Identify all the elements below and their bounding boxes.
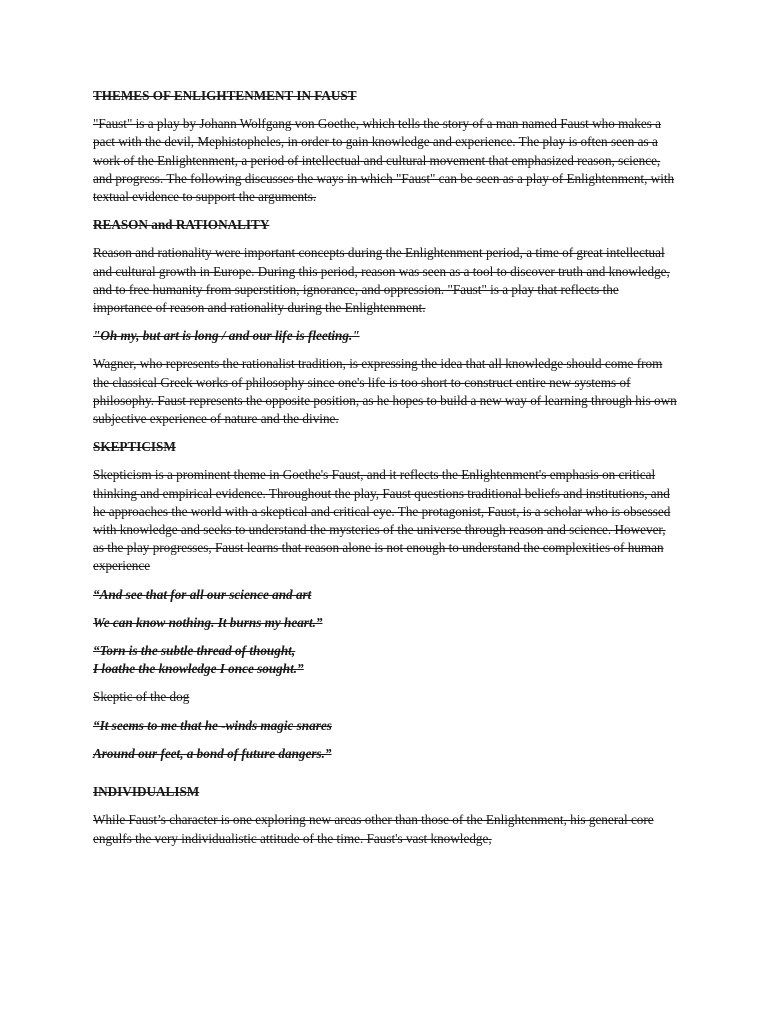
reason-paragraph: Reason and rationality were important concepts during the Enlightenment period, a time of great intellectual and cultural growth in Europe. During this period, reason was seen as a tool to discover truth and knowledge, and to free humanity from superstition, ignorance, and oppression. "Faust" is a play that reflects the importance of reason and rationality during the Enlightenment. xyxy=(93,245,670,316)
skepticism-paragraph: Skepticism is a prominent theme in Goethe's Faust, and it reflects the Enlightenment's emphasis on critical thinking and empirical evidence. Throughout the play, Faust questions traditional beliefs and institutions, and he approaches the world with a skeptical and critical eye. The protagonist, Faust, is a scholar who is obsessed with knowledge and seeks to understand the mysteries of the universe through reason and science. However, as the play progresses, Faust learns that reason alone is not enough to understand the complexities of human experience xyxy=(93,467,671,574)
individualism-paragraph: While Faust’s character is one exploring new areas other than those of the Enlightenment, his general core engulfs the very individualistic attitude of the time. Faust's vast knowledge, xyxy=(93,812,654,846)
skepticism-quote-2: We can know nothing. It burns my heart.” xyxy=(93,614,323,630)
page-title: THEMES OF ENLIGHTENMENT IN FAUST xyxy=(93,88,357,103)
skepticism-quote-3 xyxy=(93,642,677,678)
skeptic-note: Skeptic of the dog xyxy=(93,689,190,705)
section-heading-reason: REASON and RATIONALITY xyxy=(93,217,270,233)
reason-paragraph-2: Wagner, who represents the rationalist tradition, is expressing the idea that all knowledge should come from the classical Greek works of philosophy since one's life is too short to construct entire new systems of philosophy. Faust represents the opposite position, as he hopes to build a new way of learning through his own subjective experience of nature and the divine. xyxy=(93,356,677,427)
quote-3-line-2: I loathe the knowledge I once sought.” xyxy=(93,661,304,677)
document-body xyxy=(93,87,677,858)
skepticism-quote-1: “And see that for all our science and art xyxy=(93,586,312,602)
intro-paragraph: "Faust" is a play by Johann Wolfgang von Goethe, which tells the story of a man named Faust who makes a pact with the devil, Mephistopheles, in order to gain knowledge and experience. The play is often seen as a work of the Enlightenment, a period of intellectual and cultural movement that emphasized reason, science, and progress. The following discusses the ways in which "Faust" can be seen as a play of Enlightenment, with textual evidence to support the arguments. xyxy=(93,116,675,205)
skepticism-quote-5: Around our feet, a bond of future dangers.” xyxy=(93,745,332,761)
skepticism-quote-4: “It seems to me that he -winds magic snares xyxy=(93,717,332,733)
spacer xyxy=(93,773,677,783)
quote-3-line-1: “Torn is the subtle thread of thought, xyxy=(93,643,296,659)
section-heading-skepticism: SKEPTICISM xyxy=(93,439,176,455)
reason-quote: "Oh my, but art is long / and our life is fleeting." xyxy=(93,328,360,344)
section-heading-individualism: INDIVIDUALISM xyxy=(93,784,200,800)
